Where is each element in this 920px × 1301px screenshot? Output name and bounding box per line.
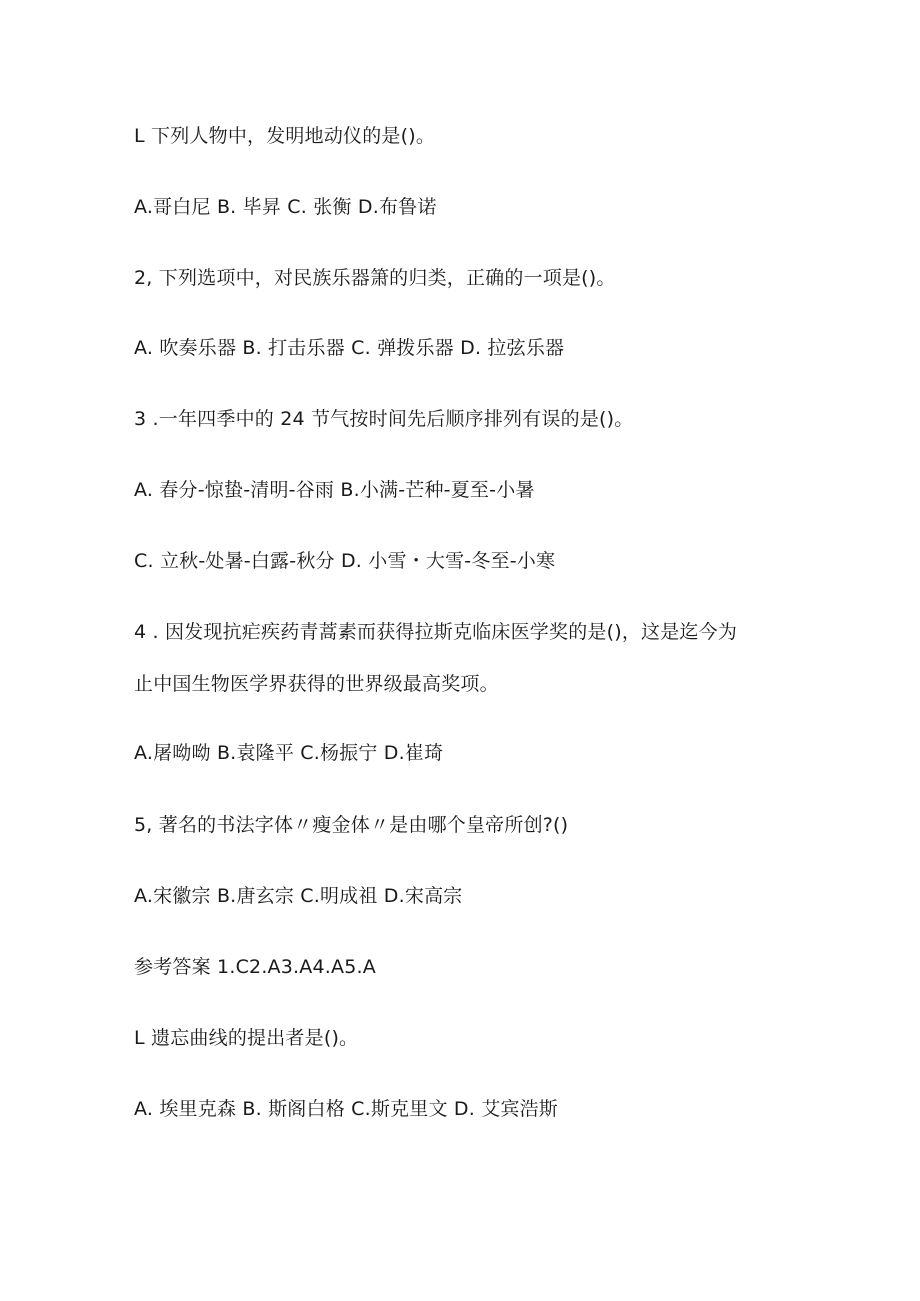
question-5: 5, 著名的书法字体〃瘦金体〃是由哪个皇帝所创?()	[134, 814, 569, 836]
question-3: 3 .一年四季中的 24 节气按时间先后顺序排列有误的是()。	[134, 408, 634, 430]
question-4-options: A.屠呦呦 B.袁隆平 C.杨振宁 D.崔琦	[134, 742, 444, 764]
question-4-continued: 止中国生物医学界获得的世界级最高奖项。	[134, 673, 499, 695]
question-6: L 遗忘曲线的提出者是()。	[134, 1027, 359, 1049]
question-1: L 下列人物中，发明地动仪的是()。	[134, 125, 436, 147]
question-5-options: A.宋徽宗 B.唐玄宗 C.明成祖 D.宋高宗	[134, 885, 463, 907]
question-4: 4 . 因发现抗疟疾药青蒿素而获得拉斯克临床医学奖的是()，这是迄今为	[134, 621, 738, 643]
question-1-options: A.哥白尼 B. 毕昇 C. 张衡 D.布鲁诺	[134, 196, 437, 218]
answer-key: 参考答案 1.C2.A3.A4.A5.A	[134, 956, 376, 978]
question-3-options-ab: A. 春分-惊蛰-清明-谷雨 B.小满-芒种-夏至-小暑	[134, 479, 535, 501]
question-2-options: A. 吹奏乐器 B. 打击乐器 C. 弹拨乐器 D. 拉弦乐器	[134, 337, 565, 359]
question-3-options-cd: C. 立秋-处暑-白露-秋分 D. 小雪・大雪-冬至-小寒	[134, 550, 556, 572]
question-2: 2, 下列选项中，对民族乐器箫的归类，正确的一项是()。	[134, 267, 616, 289]
question-6-options: A. 埃里克森 B. 斯阁白格 C.斯克里文 D. 艾宾浩斯	[134, 1098, 558, 1120]
